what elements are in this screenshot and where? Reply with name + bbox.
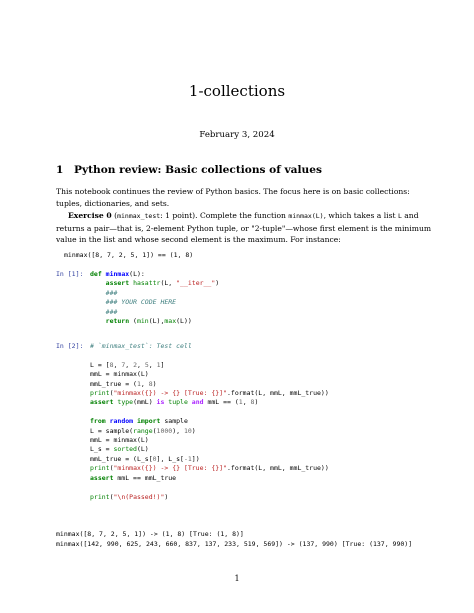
cell-1-prompt: In [1]: [56, 270, 84, 278]
cell-2-code[interactable]: # `minmax_test`: Test cell L = [8, 7, 2, 5, 1] mmL = minmax(L) mmL_true = (1, 8) print("minmax({}) -> {} [True: {}]".format(L, mmL, mmL_true)) assert type(mmL) is tuple and mmL == (1, 8) from random import sample L = sample(range(1000), 10) mmL = minmax(L) L_s = sorted(L) mmL_true = (L_s[0], L_s[-1]) print("minmax({}) -> {} [True: {}]".format(L, mmL, mmL_true)) assert mmL == mmL_true print("\n(Passed!)") [90, 342, 329, 501]
page-number: 1 [234, 574, 240, 583]
output-line-1: minmax([8, 7, 2, 5, 1]) -> (1, 8) [True: (1, 8)] [56, 530, 244, 538]
exercise-text1: , which takes a list [323, 211, 398, 220]
document-title: 1-collections [188, 82, 286, 100]
exercise-tag: minmax_test [117, 212, 161, 220]
output-line-2: minmax([142, 990, 625, 243, 660, 837, 137, 233, 519, 569]) -> (137, 990) [True: (137, 990)] [56, 540, 413, 548]
section-number: 1 [56, 164, 64, 176]
document-date: February 3, 2024 [199, 130, 275, 140]
exercise-L: L [397, 212, 402, 220]
section-title: Python review: Basic collections of values [74, 164, 322, 176]
section-heading [56, 164, 322, 176]
exercise-text2: and returns a pair—that is, 2-element Python tuple, or "2-tuple"—whose first element is the minimum value in the list and whose second element is the maximum. For instance: [56, 211, 432, 244]
exercise-func: minmax(L) [288, 212, 324, 220]
cell-2-prompt: In [2]: [56, 342, 84, 350]
exercise-label: Exercise 0 [68, 211, 112, 220]
exercise-points: : 1 point). Complete the function [160, 211, 289, 220]
exercise-paragraph: Exercise 0 (minmax_test: 1 point). Complete the function minmax(L), which takes a list L and returns a pair—that is, 2-element Python tuple, or "2-tuple"—whose first element is the minimum value in the list and whose second element is the maximum. For instance: [56, 211, 432, 244]
example-code: minmax([8, 7, 2, 5, 1]) == (1, 8) [64, 251, 194, 259]
intro-paragraph: This notebook continues the review of Python basics. The focus here is on basic collections: tuples, dictionaries, and sets. [56, 187, 410, 208]
cell-1-code[interactable]: def minmax(L): assert hasattr(L, "__iter__") ### ### YOUR CODE HERE ### return (min(L),max(L)) [90, 270, 220, 326]
